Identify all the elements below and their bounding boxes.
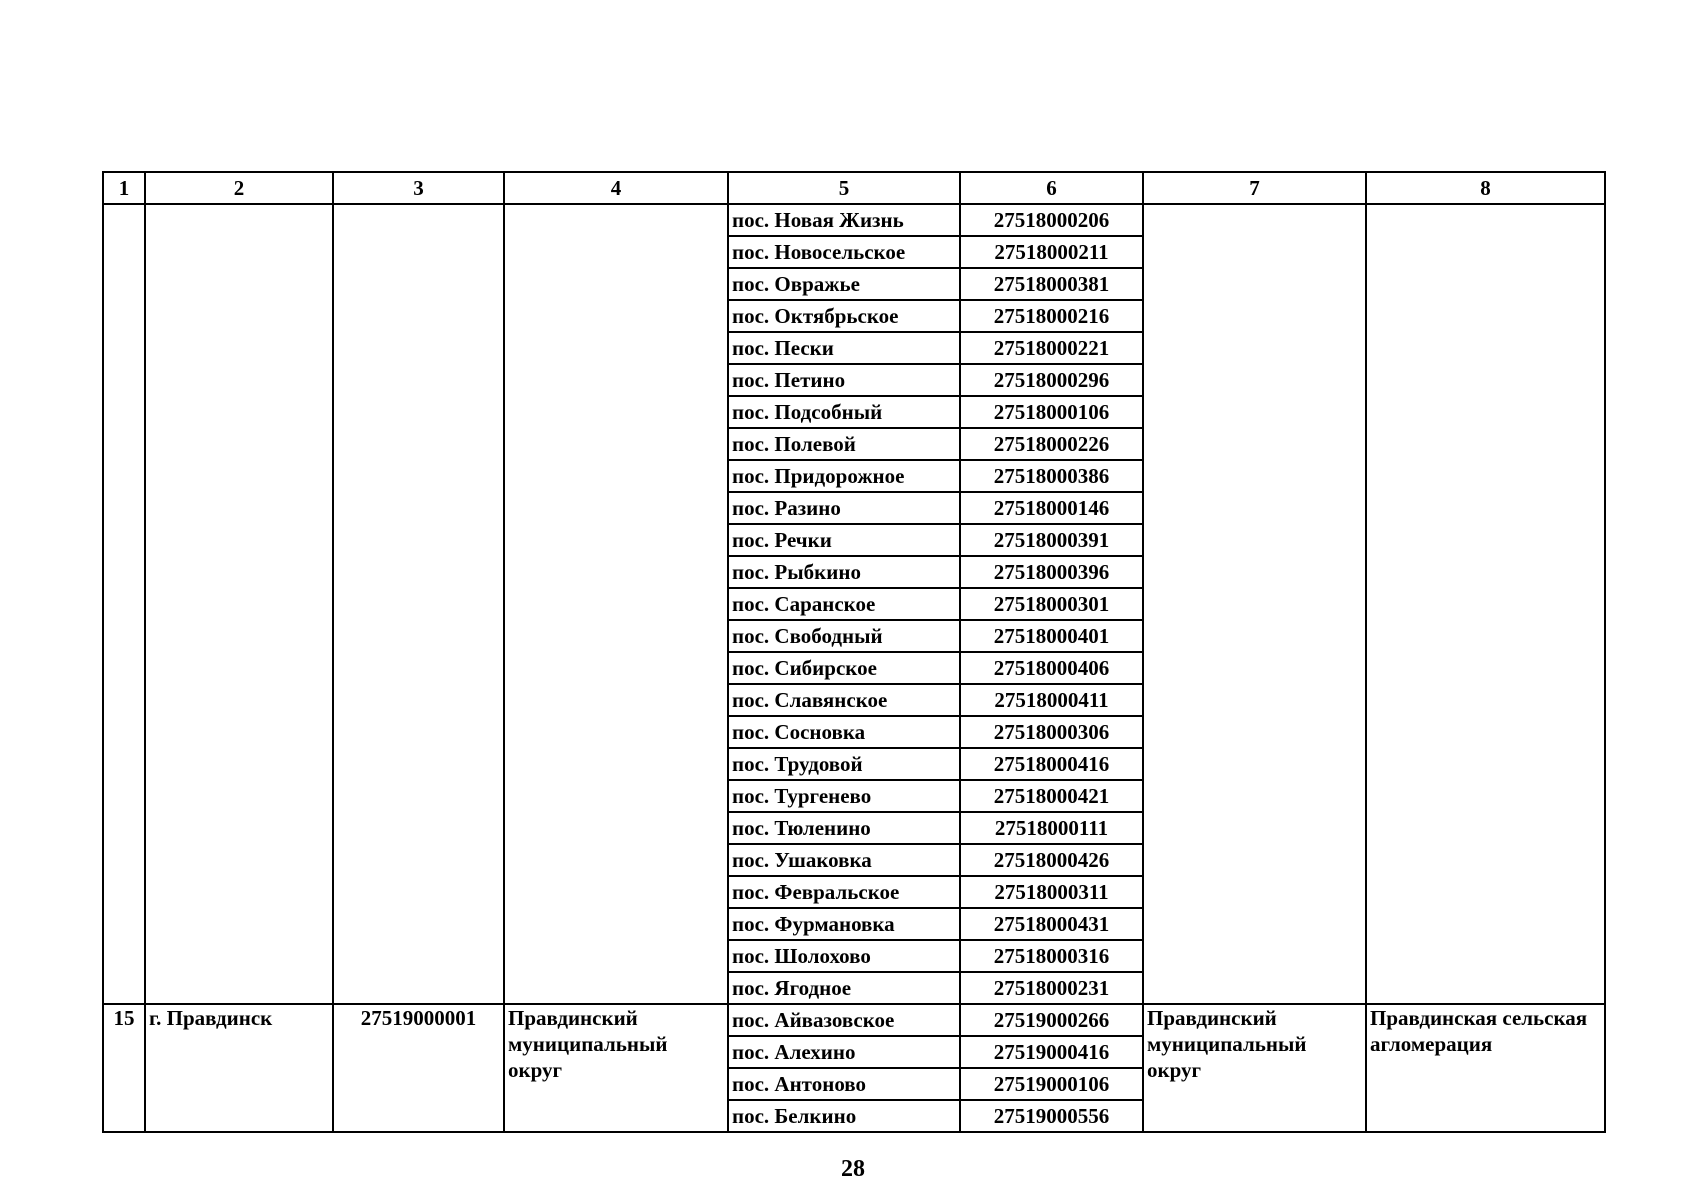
city-code: 27519000001 xyxy=(333,1004,504,1132)
settlement-code: 27518000226 xyxy=(960,428,1143,460)
settlement-code: 27518000406 xyxy=(960,652,1143,684)
settlement-name: пос. Сибирское xyxy=(728,652,960,684)
settlement-code: 27518000411 xyxy=(960,684,1143,716)
header-cell-2: 2 xyxy=(145,172,333,204)
settlement-code: 27518000221 xyxy=(960,332,1143,364)
agglomeration-name: Правдинская сельская агломерация xyxy=(1366,1004,1605,1132)
settlement-code: 27518000146 xyxy=(960,492,1143,524)
settlement-code: 27518000396 xyxy=(960,556,1143,588)
settlement-code: 27518000216 xyxy=(960,300,1143,332)
settlement-name: пос. Октябрьское xyxy=(728,300,960,332)
settlement-name: пос. Ушаковка xyxy=(728,844,960,876)
cell-agglomeration-continued xyxy=(1366,204,1605,1004)
header-cell-3: 3 xyxy=(333,172,504,204)
settlement-code: 27518000106 xyxy=(960,396,1143,428)
settlement-code: 27518000421 xyxy=(960,780,1143,812)
table-row xyxy=(103,1004,1605,1036)
header-cell-5: 5 xyxy=(728,172,960,204)
settlement-code: 27518000386 xyxy=(960,460,1143,492)
settlement-name: пос. Рыбкино xyxy=(728,556,960,588)
municipality-7-name: Правдинский муниципальный округ xyxy=(1143,1004,1366,1132)
settlement-code: 27518000231 xyxy=(960,972,1143,1004)
settlement-name: пос. Белкино xyxy=(728,1100,960,1132)
cell-city-code-continued xyxy=(333,204,504,1004)
header-cell-4: 4 xyxy=(504,172,728,204)
settlement-code: 27518000111 xyxy=(960,812,1143,844)
cell-number-continued xyxy=(103,204,145,1004)
settlement-name: пос. Новая Жизнь xyxy=(728,204,960,236)
settlement-code: 27519000106 xyxy=(960,1068,1143,1100)
city-name: г. Правдинск xyxy=(145,1004,333,1132)
settlement-code: 27518000301 xyxy=(960,588,1143,620)
settlement-name: пос. Петино xyxy=(728,364,960,396)
settlement-code: 27518000296 xyxy=(960,364,1143,396)
settlement-name: пос. Тургенево xyxy=(728,780,960,812)
settlement-name: пос. Овражье xyxy=(728,268,960,300)
header-cell-6: 6 xyxy=(960,172,1143,204)
header-row xyxy=(103,172,1605,204)
settlement-name: пос. Ягодное xyxy=(728,972,960,1004)
settlements-table xyxy=(102,171,1606,1133)
settlement-code: 27518000391 xyxy=(960,524,1143,556)
settlement-name: пос. Новосельское xyxy=(728,236,960,268)
settlement-name: пос. Придорожное xyxy=(728,460,960,492)
municipality-name: Правдинский муниципальный округ xyxy=(504,1004,728,1132)
settlement-name: пос. Алехино xyxy=(728,1036,960,1068)
settlement-name: пос. Разино xyxy=(728,492,960,524)
settlement-code: 27519000556 xyxy=(960,1100,1143,1132)
settlement-name: пос. Трудовой xyxy=(728,748,960,780)
settlement-code: 27518000311 xyxy=(960,876,1143,908)
settlement-code: 27519000266 xyxy=(960,1004,1143,1036)
header-cell-8: 8 xyxy=(1366,172,1605,204)
settlement-name: пос. Славянское xyxy=(728,684,960,716)
settlement-code: 27518000316 xyxy=(960,940,1143,972)
settlement-name: пос. Свободный xyxy=(728,620,960,652)
settlement-code: 27518000211 xyxy=(960,236,1143,268)
page-number: 28 xyxy=(841,1156,865,1182)
settlement-name: пос. Пески xyxy=(728,332,960,364)
header-cell-1: 1 xyxy=(103,172,145,204)
table-row xyxy=(103,204,1605,236)
cell-municipality-7-continued xyxy=(1143,204,1366,1004)
settlement-name: пос. Фурмановка xyxy=(728,908,960,940)
settlement-name: пос. Саранское xyxy=(728,588,960,620)
settlement-name: пос. Айвазовское xyxy=(728,1004,960,1036)
settlement-name: пос. Подсобный xyxy=(728,396,960,428)
header-cell-7: 7 xyxy=(1143,172,1366,204)
settlement-name: пос. Сосновка xyxy=(728,716,960,748)
settlement-name: пос. Полевой xyxy=(728,428,960,460)
settlement-name: пос. Антоново xyxy=(728,1068,960,1100)
settlement-code: 27518000381 xyxy=(960,268,1143,300)
settlement-code: 27518000426 xyxy=(960,844,1143,876)
settlement-code: 27518000206 xyxy=(960,204,1143,236)
settlement-name: пос. Речки xyxy=(728,524,960,556)
settlement-code: 27518000431 xyxy=(960,908,1143,940)
settlement-code: 27518000401 xyxy=(960,620,1143,652)
settlement-code: 27519000416 xyxy=(960,1036,1143,1068)
settlement-code: 27518000306 xyxy=(960,716,1143,748)
cell-municipality-continued xyxy=(504,204,728,1004)
settlement-name: пос. Шолохово xyxy=(728,940,960,972)
settlement-code: 27518000416 xyxy=(960,748,1143,780)
settlement-name: пос. Тюленино xyxy=(728,812,960,844)
row-number: 15 xyxy=(103,1004,145,1132)
settlement-name: пос. Февральское xyxy=(728,876,960,908)
cell-city-continued xyxy=(145,204,333,1004)
